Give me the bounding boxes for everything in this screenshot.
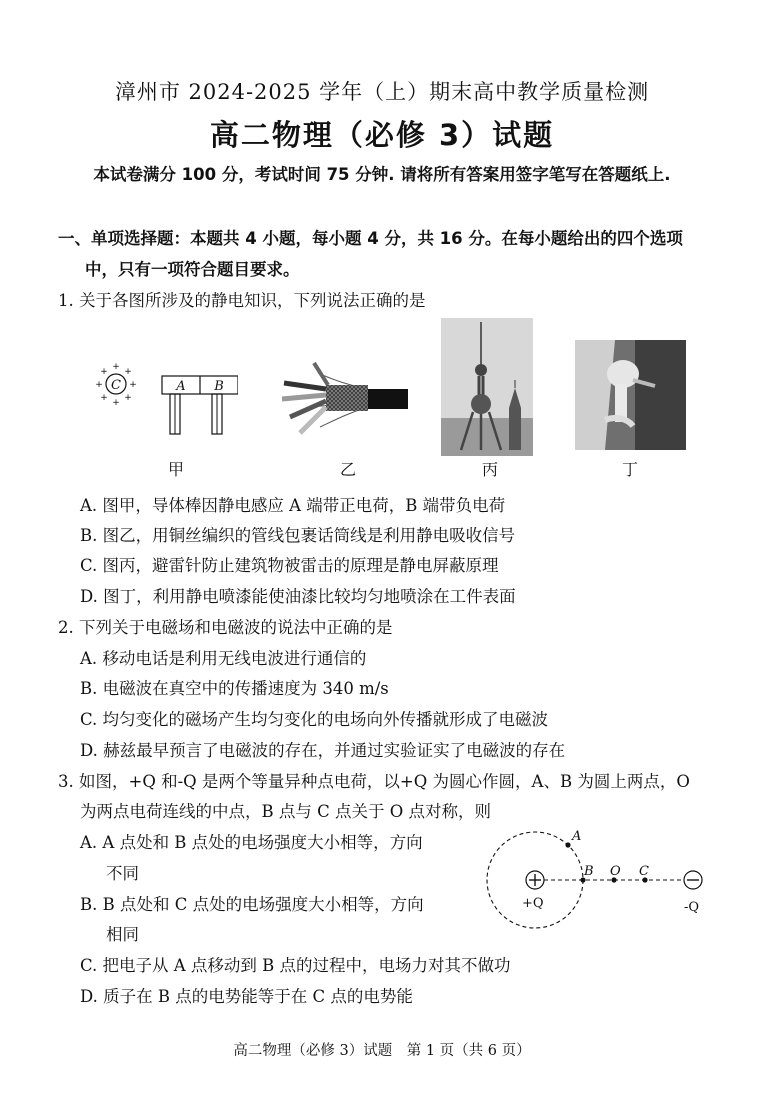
question-1-stem: 1. 关于各图所涉及的静电知识，下列说法正确的是: [58, 291, 426, 310]
point-a-dot: [565, 842, 570, 847]
svg-text:+: +: [100, 393, 108, 403]
charged-sphere: [95, 362, 137, 408]
svg-text:+: +: [129, 380, 137, 390]
question-1-option-b: B. 图乙，用铜丝编织的管线包裹话筒线是利用静电吸收信号: [80, 526, 516, 545]
figure-ding-spray-photo: [575, 340, 686, 450]
svg-text:+: +: [95, 380, 103, 390]
point-a-label: A: [572, 829, 582, 844]
pos-charge-label: +Q: [522, 896, 544, 911]
sphere-label: C: [111, 378, 121, 393]
negative-charge: [684, 871, 702, 889]
positive-charge: [526, 871, 544, 889]
rod-label-a: A: [176, 379, 186, 394]
conductor-rod: [162, 376, 238, 434]
point-c-label: C: [639, 864, 649, 879]
svg-text:+: +: [112, 362, 120, 372]
question-3-option-b-cont: 相同: [106, 925, 139, 944]
question-1-option-a: A. 图甲，导体棒因静电感应 A 端带正电荷，B 端带负电荷: [80, 496, 506, 515]
question-2-option-b: B. 电磁波在真空中的传播速度为 340 m/s: [80, 679, 389, 698]
rod-label-b: B: [214, 379, 224, 394]
svg-text:+: +: [112, 398, 120, 408]
question-2-option-d: D. 赫兹最早预言了电磁波的存在，并通过实验证实了电磁波的存在: [80, 741, 566, 760]
figure-jia-caption: 甲: [168, 460, 185, 479]
exam-header-line: 漳州市 2024-2025 学年（上）期末高中教学质量检测: [114, 80, 650, 104]
question-2-stem: 2. 下列关于电磁场和电磁波的说法中正确的是: [58, 618, 393, 637]
neg-charge-label: -Q: [684, 900, 700, 915]
exam-instructions: 本试卷满分 100 分，考试时间 75 分钟. 请将所有答案用签字笔写在答题纸上.: [93, 165, 671, 184]
svg-text:+: +: [124, 367, 132, 377]
figure-ding-caption: 丁: [622, 460, 639, 479]
question-3-option-a-cont: 不同: [106, 864, 139, 883]
question-3-option-b: B. B 点处和 C 点处的电场强度大小相等，方向: [80, 895, 424, 914]
figure-jia-diagram: [88, 360, 238, 440]
page-footer: 高二物理（必修 3）试题 第 1 页（共 6 页）: [233, 1043, 531, 1059]
section-heading-cont: 中，只有一项符合题目要求。: [85, 260, 300, 279]
question-3-stem: 3. 如图，+Q 和-Q 是两个等量异种点电荷，以+Q 为圆心作圆，A、B 为圆上两点，O: [58, 772, 690, 791]
svg-text:+: +: [100, 367, 108, 377]
question-3-stem-cont: 为两点电荷连线的中点，B 点与 C 点关于 O 点对称，则: [80, 802, 492, 821]
question-3-field-diagram: [480, 820, 720, 940]
point-o-label: O: [610, 864, 621, 879]
question-3-option-d: D. 质子在 B 点的电势能等于在 C 点的电势能: [80, 987, 413, 1006]
figure-bing-caption: 丙: [482, 460, 499, 479]
point-b-label: B: [584, 864, 594, 879]
svg-text:+: +: [124, 393, 132, 403]
question-2-option-c: C. 均匀变化的磁场产生均匀变化的电场向外传播就形成了电磁波: [80, 710, 549, 729]
figure-bing-tower-photo: [441, 318, 533, 456]
exam-title: 高二物理（必修 3）试题: [209, 118, 555, 152]
figure-yi-cable-photo: [278, 355, 410, 445]
section-heading: 一、单项选择题：本题共 4 小题，每小题 4 分，共 16 分。在每小题给出的四个选项: [58, 229, 683, 248]
figure-yi-caption: 乙: [340, 460, 357, 479]
question-1-option-c: C. 图丙，避雷针防止建筑物被雷击的原理是静电屏蔽原理: [80, 556, 499, 575]
question-2-option-a: A. 移动电话是利用无线电波进行通信的: [80, 649, 367, 668]
question-3-option-c: C. 把电子从 A 点移动到 B 点的过程中，电场力对其不做功: [80, 956, 511, 975]
question-3-option-a: A. A 点处和 B 点处的电场强度大小相等，方向: [80, 833, 423, 852]
question-1-option-d: D. 图丁，利用静电喷漆能使油漆比较均匀地喷涂在工件表面: [80, 587, 516, 606]
